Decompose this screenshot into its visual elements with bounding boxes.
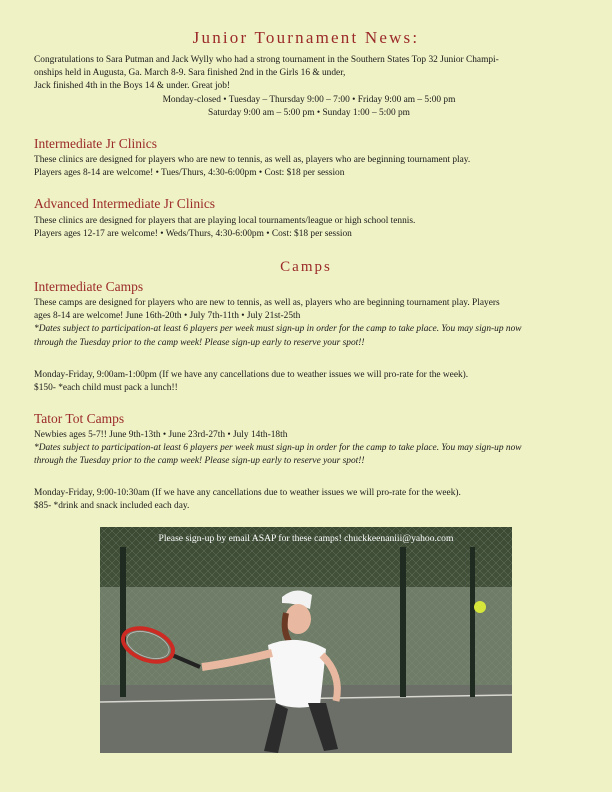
junior-news-body xyxy=(34,54,584,120)
advanced-clinics-body xyxy=(34,215,584,241)
intermediate-camps-price: $150- *each child must pack a lunch!! xyxy=(34,383,178,394)
intermediate-camps-note-1: *Dates subject to participation-at least 6 players per week must sign-up in order for the camp to take place. You may sign-up now xyxy=(34,324,522,335)
intermediate-camps-line-2: ages 8-14 are welcome! June 16th-20th • July 7th-11th • July 21st-25th xyxy=(34,311,301,322)
intermediate-camps-heading: Intermediate Camps xyxy=(34,279,144,294)
intermediate-clinics-line-1: These clinics are designed for players who are new to tennis, as well as, players who are beginning tournament play. xyxy=(34,155,471,165)
advanced-clinics-line-2: Players ages 12-17 are welcome! • Weds/Thurs, 4:30-6:00pm • Cost: $18 per session xyxy=(34,229,352,240)
hours-line-2: Saturday 9:00 am – 5:00 pm • Sunday 1:00 – 5:00 pm xyxy=(208,107,410,118)
intermediate-clinics-line-2: Players ages 8-14 are welcome! • Tues/Thurs, 4:30-6:00pm • Cost: $18 per session xyxy=(34,168,345,179)
tennis-player-photo xyxy=(100,527,512,753)
junior-news-line-2: onships held in Augusta, Ga. March 8-9. Sara finished 2nd in the Girls 16 & under, xyxy=(34,68,346,79)
intermediate-camps-details xyxy=(34,369,584,395)
intermediate-clinics-body xyxy=(34,154,584,180)
intermediate-clinics-heading: Intermediate Jr Clinics xyxy=(34,136,157,151)
advanced-clinics-heading: Advanced Intermediate Jr Clinics xyxy=(34,196,216,211)
tator-tot-camps-price: $85- *drink and snack included each day. xyxy=(34,501,190,512)
intermediate-camps-schedule: Monday-Friday, 9:00am-1:00pm (If we have any cancellations due to weather issues we will pro-rate for the week). xyxy=(34,370,469,380)
tennis-scene-illustration xyxy=(100,527,512,753)
junior-news-line-3: Jack finished 4th in the Boys 14 & under. Great job! xyxy=(34,81,231,92)
tator-tot-camps-heading: Tator Tot Camps xyxy=(34,411,125,426)
tator-tot-camps-body xyxy=(34,429,584,469)
advanced-clinics-line-1: These clinics are designed for players that are playing local tournaments/league or high school tennis. xyxy=(34,216,416,226)
camps-heading: Camps xyxy=(280,259,332,275)
intermediate-camps-note-2: through the Tuesday prior to the camp week! Please sign-up early to reserve your spot!! xyxy=(34,337,365,348)
tator-tot-camps-details xyxy=(34,487,584,513)
intermediate-camps-line-1: These camps are designed for players who are new to tennis, as well as, players who are beginning tournament play. Players xyxy=(34,298,500,308)
tator-tot-camps-note-1: *Dates subject to participation-at least 6 players per week must sign-up in order for the camp to take place. You may sign-up now xyxy=(34,443,522,454)
intermediate-camps-body xyxy=(34,297,584,350)
hours-line-1: Monday-closed • Tuesday – Thursday 9:00 – 7:00 • Friday 9:00 am – 5:00 pm xyxy=(162,94,456,105)
tator-tot-camps-schedule: Monday-Friday, 9:00-10:30am (If we have any cancellations due to weather issues we will pro-rate for the week). xyxy=(34,488,461,498)
tator-tot-camps-line-1: Newbies ages 5-7!! June 9th-13th • June 23rd-27th • July 14th-18th xyxy=(34,430,288,440)
junior-news-line-1: Congratulations to Sara Putman and Jack Wylly who had a strong tournament in the Southern States Top 32 Junior Champi- xyxy=(34,55,499,65)
photo-caption: Please sign-up by email ASAP for these camps! chuckkeenaniii@yahoo.com xyxy=(158,533,454,544)
tator-tot-camps-note-2: through the Tuesday prior to the camp week! Please sign-up early to reserve your spot!! xyxy=(34,456,365,467)
junior-news-title: Junior Tournament News: xyxy=(192,28,420,47)
